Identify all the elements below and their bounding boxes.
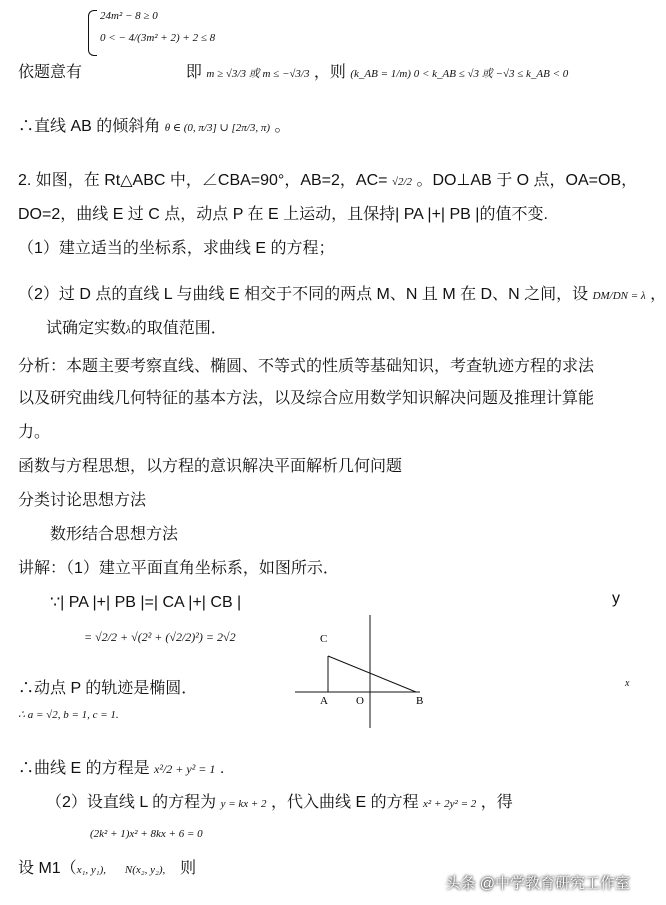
question-line-2: DO=2，曲线 E 过 C 点，动点 P 在 E 上运动，且保持| PA |+| PB |的值不变.: [18, 206, 548, 223]
solution-step-2: ∵| PA |+| PB |=| CA |+| CB |: [50, 594, 242, 611]
system-line-1: 24m² − 8 ≥ 0: [100, 10, 158, 22]
line-condition: 依题意有 即 m ≥ √3/3 或 m ≤ −√3/3 ，则 (k_AB = 1/m) 0 < k_AB ≤ √3 或 −√3 ≤ k_AB < 0: [18, 64, 569, 81]
method-3: 数形结合思想方法: [50, 526, 179, 543]
axis-label-y: y: [612, 590, 620, 607]
line-inclination: ∴直线 AB 的倾斜角 θ ∈ (0, π/3] ∪ [2π/3, π) 。: [18, 118, 291, 135]
label-o: O: [356, 695, 364, 707]
segment-cb: [328, 656, 416, 692]
analysis-line-1: 分析：本题主要考察直线、椭圆、不等式的性质等基础知识，考查轨迹方程的求法: [18, 358, 595, 375]
watermark-text: 头条 @中学教育研究工作室: [445, 875, 630, 892]
solution-step-3: = √2/2 + √(2² + (√2/2)²) = 2√2: [84, 630, 236, 644]
coordinate-figure: [280, 600, 640, 730]
analysis-line-2: 以及研究曲线几何特征的基本方法，以及综合应用数学知识解决问题及推理计算能: [18, 390, 595, 407]
axis-label-x: x: [625, 678, 630, 689]
label-a: A: [320, 695, 328, 707]
solution-step-4: ∴动点 P 的轨迹是椭圆．: [18, 680, 198, 697]
solution-step-9: 设 M1（x₁, y₁), N(x₂, y₂), 则: [18, 860, 197, 877]
question-part-2-line-2: 试确定实数λ的取值范围．: [46, 320, 227, 337]
question-line-1: 2. 如图，在 Rt△ABC 中，∠CBA=90°，AB=2，AC= √2/2 。DO⊥AB 于 O 点，OA=OB，: [18, 172, 638, 189]
question-part-1: （1）建立适当的坐标系，求曲线 E 的方程；: [18, 240, 335, 257]
solution-step-7: （2）设直线 L 的方程为 y = kx + 2 ，代入曲线 E 的方程 x² + 2y² = 2 ，得: [46, 794, 513, 811]
label-b: B: [416, 695, 424, 707]
method-2: 分类讨论思想方法: [18, 492, 147, 509]
label-c: C: [320, 633, 328, 645]
analysis-line-3: 力。: [18, 424, 51, 441]
solution-step-5: ∴ a = √2, b = 1, c = 1.: [18, 709, 119, 721]
system-brace: [88, 10, 97, 56]
system-line-2: 0 < − 4/(3m² + 2) + 2 ≤ 8: [100, 32, 216, 44]
solution-step-6: ∴曲线 E 的方程是 x²/2 + y² = 1 .: [18, 760, 225, 777]
solution-step-8: (2k² + 1)x² + 8kx + 6 = 0: [90, 828, 203, 840]
method-1: 函数与方程思想，以方程的意识解决平面解析几何问题: [18, 458, 403, 475]
question-part-2: （2）过 D 点的直线 L 与曲线 E 相交于不同的两点 M、N 且 M 在 D、N 之间，设 DM/DN = λ ，: [18, 286, 666, 303]
solution-step-1: 讲解：（1）建立平面直角坐标系，如图所示．: [18, 560, 339, 577]
